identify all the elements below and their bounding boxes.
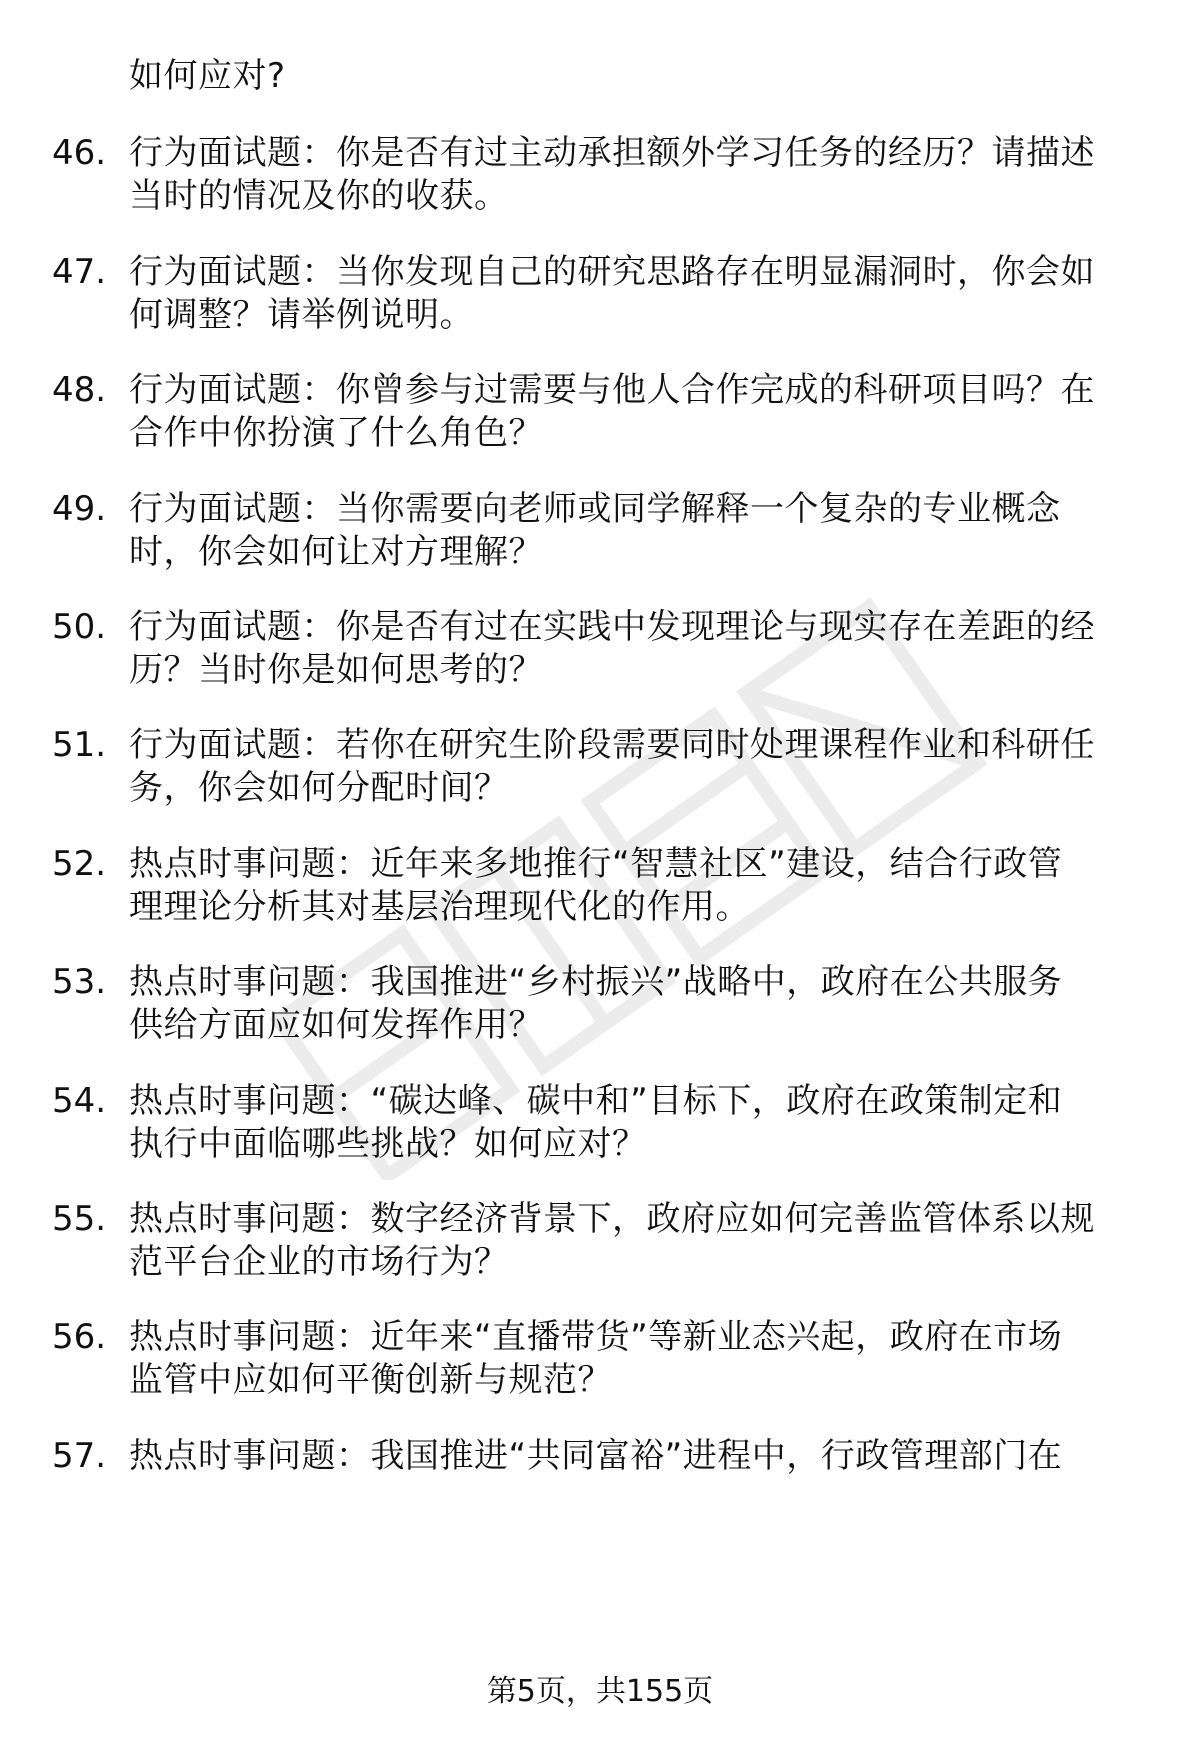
item-line: 供给方面应如何发挥作用？ bbox=[129, 1005, 543, 1045]
item-line: 监管中应如何平衡创新与规范？ bbox=[129, 1360, 612, 1400]
item-number: 57. bbox=[52, 1436, 107, 1476]
item-line: 行为面试题：你是否有过主动承担额外学习任务的经历？请描述 bbox=[129, 133, 1095, 173]
item-number: 51. bbox=[52, 725, 107, 765]
item-number: 47. bbox=[52, 252, 107, 292]
item-line: 行为面试题：若你在研究生阶段需要同时处理课程作业和科研任 bbox=[129, 725, 1095, 765]
item-number: 53. bbox=[52, 962, 107, 1002]
item-number: 52. bbox=[52, 844, 107, 884]
item-number: 49. bbox=[52, 489, 107, 529]
item-line: 行为面试题：你曾参与过需要与他人合作完成的科研项目吗？在 bbox=[129, 370, 1095, 410]
item-line: 热点时事问题：近年来“直播带货”等新业态兴起，政府在市场 bbox=[129, 1317, 1063, 1357]
item-number: 48. bbox=[52, 370, 107, 410]
item-number: 54. bbox=[52, 1081, 107, 1121]
item-line: 合作中你扮演了什么角色？ bbox=[129, 413, 543, 453]
item-line: 当时的情况及你的收获。 bbox=[129, 176, 509, 216]
item-line: 热点时事问题：我国推进“乡村振兴”战略中，政府在公共服务 bbox=[129, 962, 1063, 1002]
item-number: 55. bbox=[52, 1199, 107, 1239]
item-number: 56. bbox=[52, 1317, 107, 1357]
item-line: 何调整？请举例说明。 bbox=[129, 295, 474, 335]
item-line: 范平台企业的市场行为？ bbox=[129, 1242, 509, 1282]
item-line: 热点时事问题：数字经济背景下，政府应如何完善监管体系以规 bbox=[129, 1199, 1095, 1239]
page-footer: 第5页，共155页 bbox=[486, 1674, 714, 1709]
item-line: 执行中面临哪些挑战？如何应对？ bbox=[129, 1124, 647, 1164]
item-line: 行为面试题：当你需要向老师或同学解释一个复杂的专业概念 bbox=[129, 489, 1061, 529]
item-line: 热点时事问题：“碳达峰、碳中和”目标下，政府在政策制定和 bbox=[129, 1081, 1063, 1121]
item-line: 务，你会如何分配时间？ bbox=[129, 768, 509, 808]
item-line: 热点时事问题：近年来多地推行“智慧社区”建设，结合行政管 bbox=[129, 844, 1063, 884]
item-line: 行为面试题：当你发现自己的研究思路存在明显漏洞时，你会如 bbox=[129, 252, 1095, 292]
item-line: 理理论分析其对基层治理现代化的作用。 bbox=[129, 887, 750, 927]
item-line: 热点时事问题：我国推进“共同富裕”进程中，行政管理部门在 bbox=[129, 1436, 1063, 1476]
item-number: 46. bbox=[52, 133, 107, 173]
continuation-line: 如何应对? bbox=[129, 56, 286, 96]
item-line: 历？当时你是如何思考的？ bbox=[129, 650, 543, 690]
item-line: 行为面试题：你是否有过在实践中发现理论与现实存在差距的经 bbox=[129, 607, 1095, 647]
item-line: 时，你会如何让对方理解？ bbox=[129, 532, 543, 572]
item-number: 50. bbox=[52, 607, 107, 647]
